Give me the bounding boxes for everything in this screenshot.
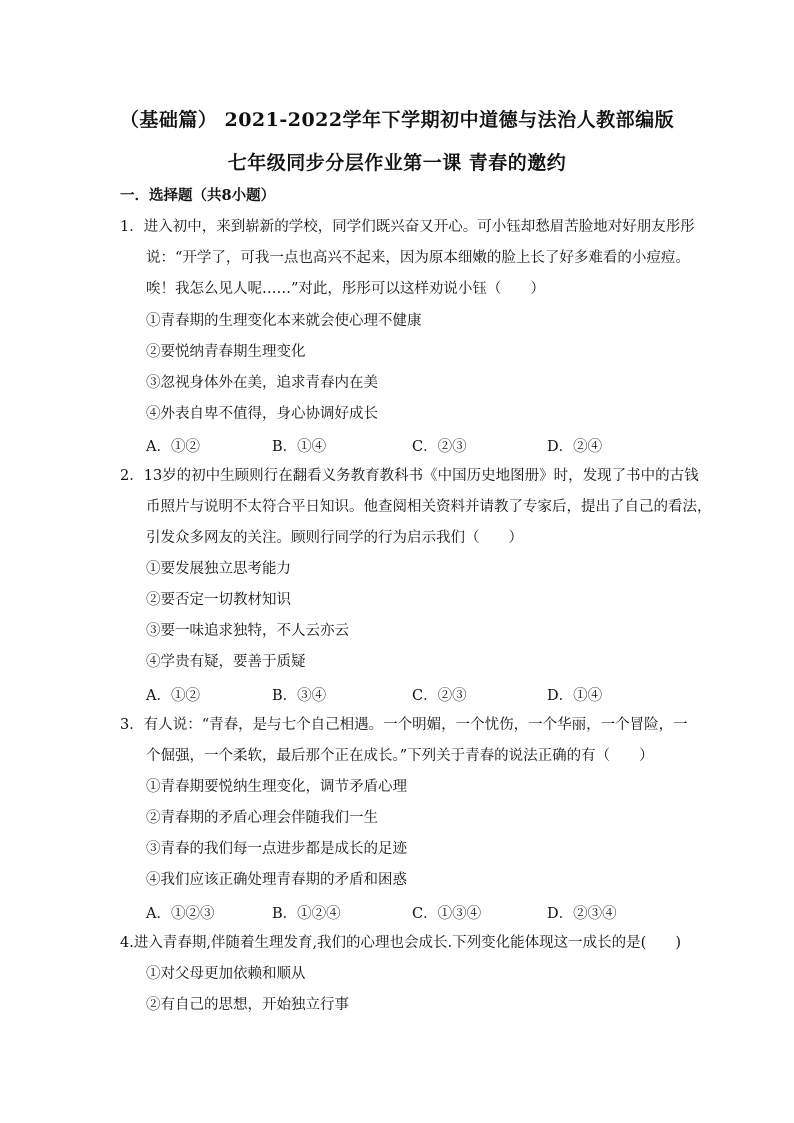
option-c[interactable]: C．②③ — [412, 439, 467, 455]
question-3-options — [146, 902, 706, 922]
question-4-statement-1: ①对父母更加依赖和顺从 — [146, 966, 306, 982]
option-b[interactable]: B．①④ — [272, 439, 327, 455]
question-1-line-3: 唉！我怎么见人呢……”对此，彤彤可以这样劝说小钰（ ） — [146, 281, 545, 297]
question-3-statement-3: ③青春的我们每一点进步都是成长的足迹 — [146, 841, 407, 857]
option-b[interactable]: B．③④ — [272, 688, 327, 704]
question-2-statement-4: ④学贵有疑，要善于质疑 — [146, 654, 306, 670]
option-c[interactable]: C．②③ — [412, 688, 467, 704]
option-d[interactable]: D．②③④ — [547, 906, 617, 922]
question-3-statement-1: ①青春期要悦纳生理变化，调节矛盾心理 — [146, 779, 407, 795]
question-3-statement-4: ④我们应该正确处理青春期的矛盾和困惑 — [146, 872, 407, 888]
question-3-line-1: 3．有人说：“青春，是与七个自己相遇。一个明媚，一个忧伤，一个华丽，一个冒险，一 — [120, 717, 688, 733]
section-heading: 一．选择题（共8小题） — [120, 187, 276, 204]
option-c[interactable]: C．①③④ — [412, 906, 482, 922]
question-1-options — [146, 435, 706, 455]
option-a[interactable]: A．①② — [146, 688, 200, 704]
question-3-statement-2: ②青春期的矛盾心理会伴随我们一生 — [146, 810, 378, 826]
question-2-statement-2: ②要否定一切教材知识 — [146, 592, 291, 608]
option-a[interactable]: A．①②③ — [146, 906, 215, 922]
question-1-line-1: 1．进入初中，来到崭新的学校，同学们既兴奋又开心。可小钰却愁眉苦脸地对好朋友彤彤 — [120, 219, 695, 235]
option-b[interactable]: B．①②④ — [272, 906, 341, 922]
question-1-statement-4: ④外表自卑不值得，身心协调好成长 — [146, 406, 378, 422]
document-title-line-2: 七年级同步分层作业第一课 青春的邀约 — [227, 152, 567, 174]
option-a[interactable]: A．①② — [146, 439, 200, 455]
question-2-statement-3: ③要一味追求独特，不人云亦云 — [146, 623, 349, 639]
question-1-statement-1: ①青春期的生理变化本来就会使心理不健康 — [146, 313, 422, 329]
question-2-line-1: 2．13岁的初中生顾则行在翻看义务教育教科书《中国历史地图册》时，发现了书中的古钱 — [120, 468, 699, 484]
document-title-line-1: （基础篇） 2021-2022学年下学期初中道德与法治人教部编版 — [119, 109, 675, 131]
question-1-statement-3: ③忽视身体外在美，追求青春内在美 — [146, 375, 378, 391]
question-2-line-3: 引发众多网友的关注。顾则行同学的行为启示我们（ ） — [146, 530, 523, 546]
question-3-line-2: 个倔强，一个柔软，最后那个正在成长。”下列关于青春的说法正确的有（ ） — [146, 748, 654, 764]
question-1-line-2: 说：“开学了，可我一点也高兴不起来，因为原本细嫩的脸上长了好多难看的小痘痘。 — [146, 250, 690, 266]
question-1-statement-2: ②要悦纳青春期生理变化 — [146, 344, 306, 360]
question-4-statement-2: ②有自己的思想，开始独立行事 — [146, 997, 349, 1013]
option-d[interactable]: D．②④ — [547, 439, 603, 455]
question-2-options — [146, 684, 706, 704]
question-2-statement-1: ①要发展独立思考能力 — [146, 561, 291, 577]
question-4-line-1: 4.进入青春期,伴随着生理发育,我们的心理也会成长.下列变化能体现这一成长的是( ) — [120, 935, 681, 951]
question-2-line-2: 币照片与说明不太符合平日知识。他查阅相关资料并请教了专家后，提出了自己的看法， — [146, 499, 712, 515]
option-d[interactable]: D．①④ — [547, 688, 603, 704]
